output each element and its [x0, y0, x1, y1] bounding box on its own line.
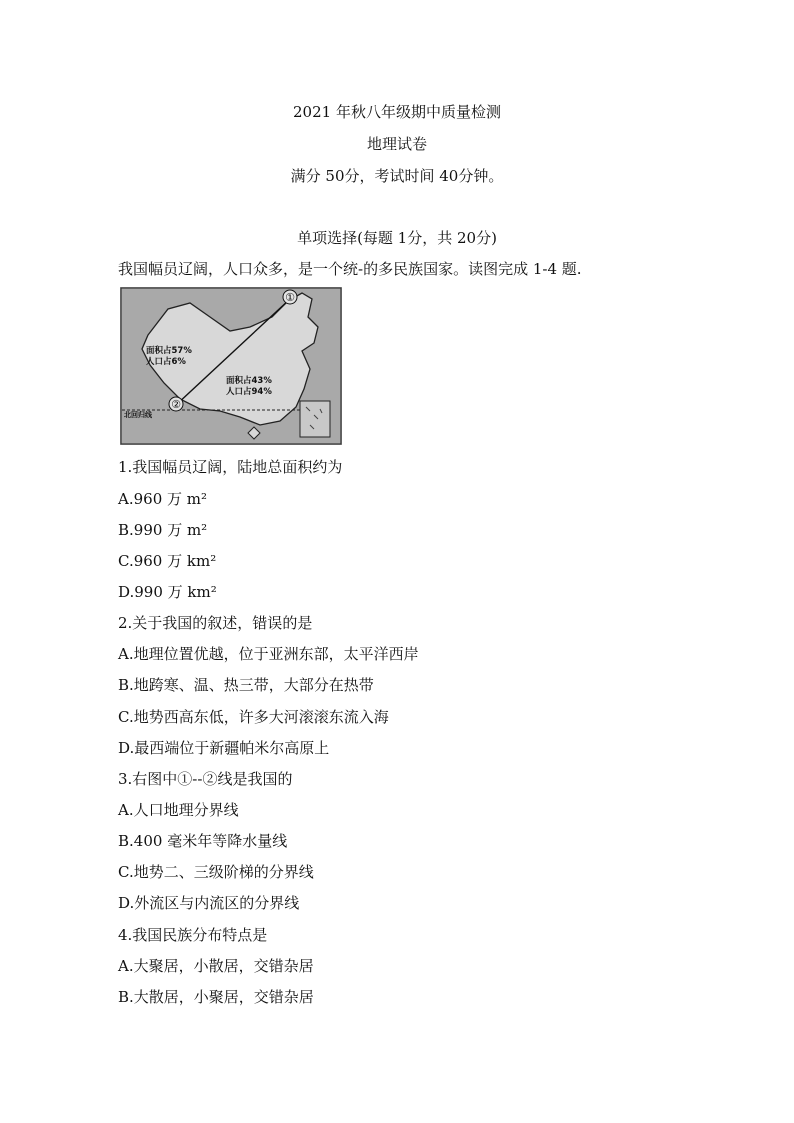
marker-2-label: ②	[171, 398, 181, 411]
tropic-label: 北回归线	[124, 411, 152, 419]
exam-title: 2021 年秋八年级期中质量检测	[293, 103, 501, 121]
marker-1-label: ①	[285, 291, 295, 304]
question-2-option-c: C.地势西高东低，许多大河滚滚东流入海	[118, 708, 389, 726]
exam-subject: 地理试卷	[366, 135, 427, 153]
question-3-option-a: A.人口地理分界线	[118, 801, 239, 819]
south-china-sea-inset	[300, 401, 330, 437]
west-area-label: 面积占57%	[146, 346, 192, 356]
east-population-label: 人口占94%	[226, 387, 272, 397]
question-3-stem: 3.右图中①--②线是我国的	[118, 770, 293, 788]
question-4-option-b: B.大散居，小聚居，交错杂居	[118, 988, 314, 1006]
question-2-stem: 2.关于我国的叙述，错误的是	[118, 614, 313, 632]
question-3-option-b: B.400 毫米年等降水量线	[118, 832, 288, 850]
question-1-option-a: A.960 万 m²	[118, 490, 208, 508]
question-2-option-a: A.地理位置优越，位于亚洲东部，太平洋西岸	[118, 645, 419, 663]
map-figure	[120, 287, 342, 445]
question-1-option-d: D.990 万 km²	[118, 583, 217, 601]
east-area-label: 面积占43%	[226, 376, 272, 386]
section-intro: 我国幅员辽阔，人口众多，是一个统-的多民族国家。读图完成 1-4 题.	[118, 260, 582, 278]
question-4-stem: 4.我国民族分布特点是	[118, 926, 268, 944]
question-2-option-b: B.地跨寒、温、热三带，大部分在热带	[118, 676, 374, 694]
question-3-option-c: C.地势二、三级阶梯的分界线	[118, 863, 314, 881]
question-1-option-b: B.990 万 m²	[118, 521, 208, 539]
question-1-option-c: C.960 万 km²	[118, 552, 217, 570]
question-4-option-a: A.大聚居，小散居，交错杂居	[118, 957, 314, 975]
west-population-label: 人口占6%	[146, 357, 186, 367]
question-1-stem: 1.我国幅员辽阔，陆地总面积约为	[118, 458, 343, 476]
question-2-option-d: D.最西端位于新疆帕米尔高原上	[118, 739, 330, 757]
exam-info: 满分 50分，考试时间 40分钟。	[290, 167, 504, 185]
question-3-option-d: D.外流区与内流区的分界线	[118, 894, 300, 912]
section-heading: 单项选择(每题 1分，共 20分)	[297, 229, 497, 247]
china-population-map	[120, 287, 342, 445]
